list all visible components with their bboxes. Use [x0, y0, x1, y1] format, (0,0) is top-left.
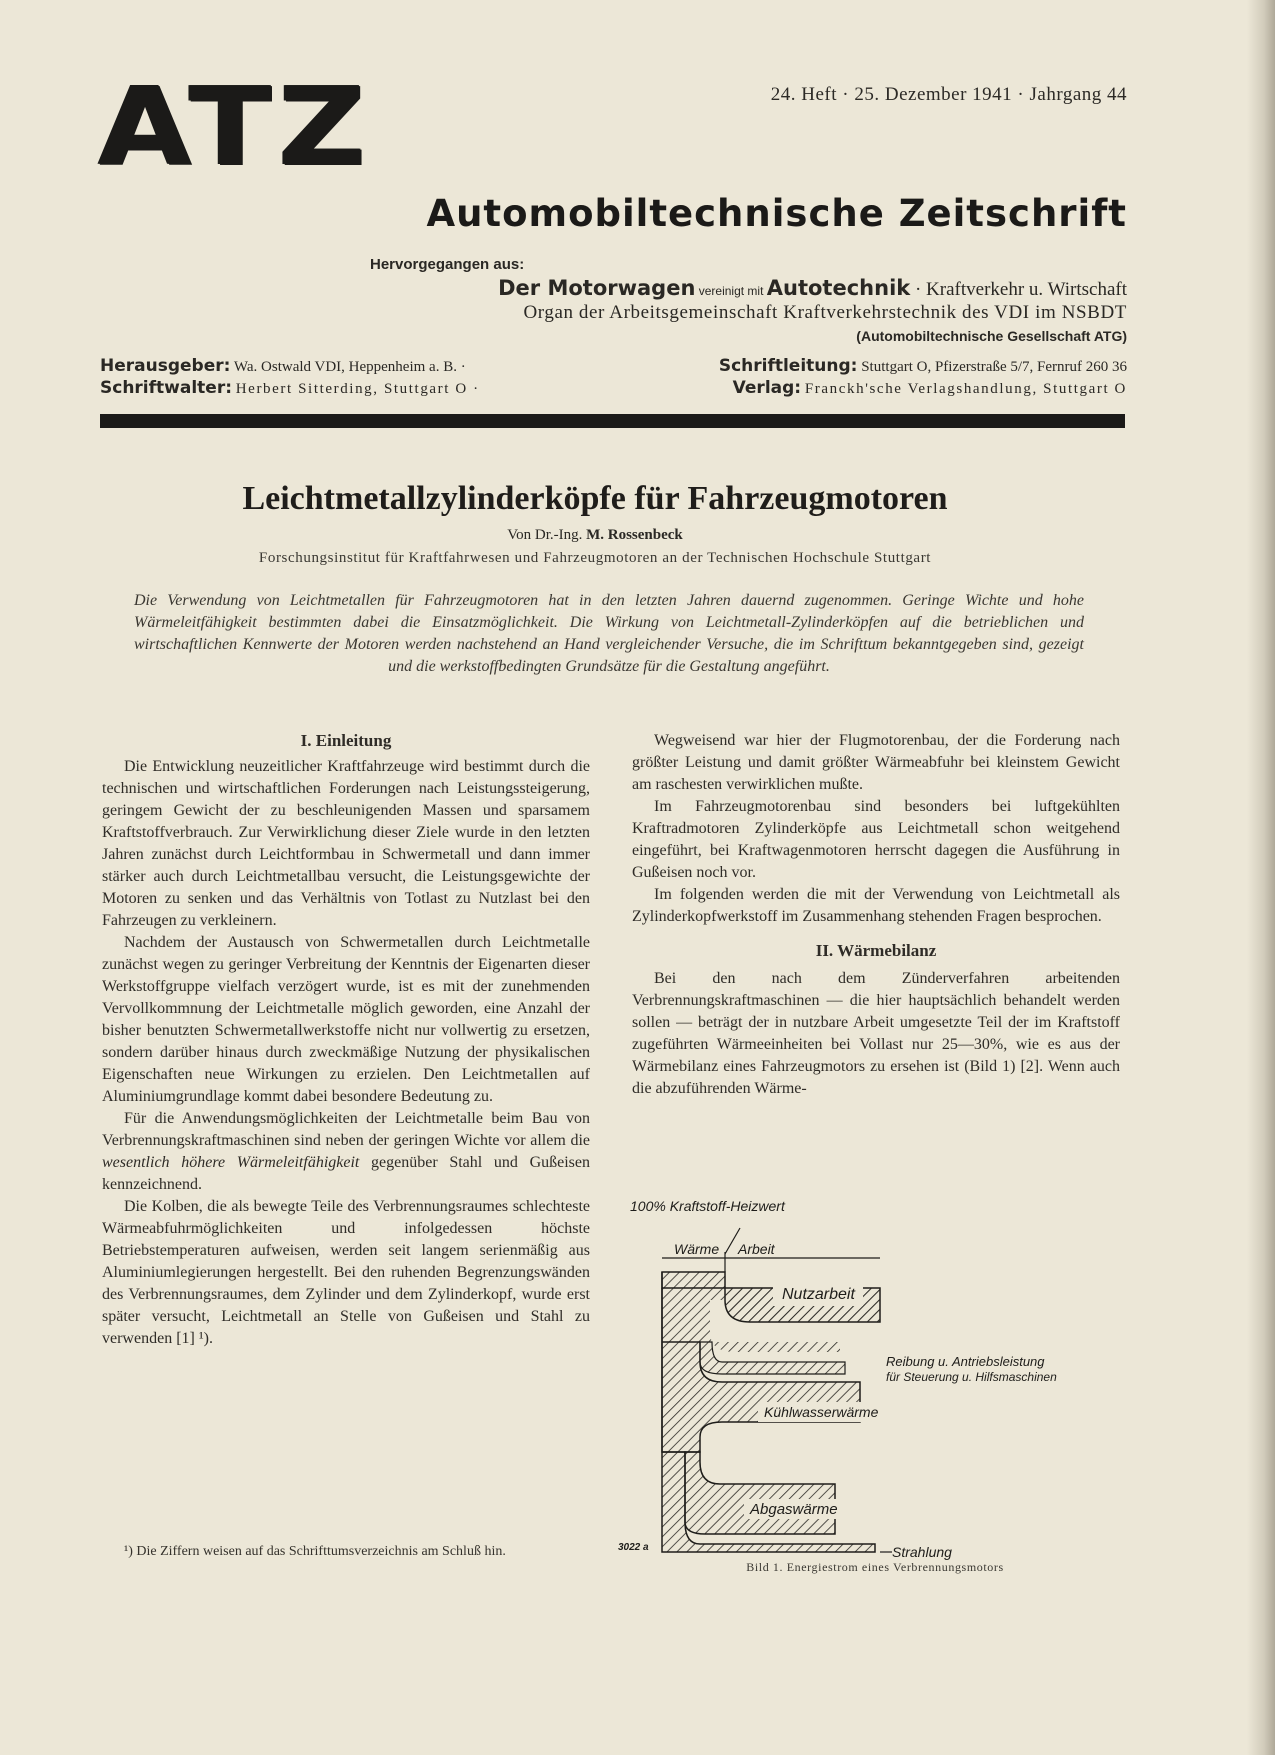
label-abgas: Abgaswärme [750, 1501, 838, 1518]
merger-line [498, 276, 1127, 301]
figure-caption: Bild 1. Energiestrom eines Verbrennungsmotors [746, 1560, 1004, 1574]
label-kuehlwasser: Kühlwasserwärme [764, 1404, 879, 1420]
merger-name-kraftverkehr: · Kraftverkehr u. Wirtschaft [910, 279, 1127, 300]
left-column [102, 730, 590, 1350]
society-line: (Automobiltechnische Gesellschaft ATG) [856, 328, 1127, 344]
editor-value: Herbert Sitterding, Stuttgart O · [235, 381, 480, 397]
publisher-value: Wa. Ostwald VDI, Heppenheim a. B. · [233, 359, 466, 375]
label-waerme: Wärme [674, 1241, 720, 1257]
label-strahlung: Strahlung [892, 1544, 952, 1560]
publisher-label: Herausgeber: [100, 356, 231, 376]
energy-flow-diagram [630, 1222, 1110, 1567]
stream-abgas [685, 1452, 835, 1534]
figure-mark: 3022 a [618, 1542, 649, 1553]
section-heading-waermebilanz: II. Wärmebilanz [815, 941, 937, 960]
right-column [632, 730, 1120, 1100]
paragraph-text: gegenüber Stahl und Gußeisen kennzeichnend. [102, 1154, 590, 1193]
paragraph: Die Entwicklung neuzeitlicher Kraftfahrzeuge wird bestimmt durch die technischen und wirtschaftlichen Forderungen nach Leistungssteigerung, geringem Gewicht der zu beschleunigenden Massen und sparsamem Kraftstoffverbrauch. Zur Verwirklichung dieser Ziele wurde in den letzten Jahren zunächst durch Leichtformbau in Schwermetall und dann immer stärker auch durch Leichtmetallbau versucht, die Leistungsgewichte der Motoren zu senken und das Verhältnis von Totlast zu Nutzlast bei den Fahrzeugen zu verkleinern. [102, 758, 590, 929]
footnote: ¹) Die Ziffern weisen auf das Schrifttumsverzeichnis am Schluß hin. [124, 1544, 506, 1559]
issue-line: 24. Heft · 25. Dezember 1941 · Jahrgang 44 [770, 84, 1127, 105]
paragraph-text: Für die Anwendungsmöglichkeiten der Leichtmetalle beim Bau von Verbrennungskraftmaschinen sind neben der geringen Wichte vor allem die [102, 1110, 590, 1149]
label-heizwert: 100% Kraftstoff-Heizwert [630, 1198, 785, 1214]
author-institute: Forschungsinstitut für Kraftfahrwesen und Fahrzeugmotoren an der Technischen Hochschule Stuttgart [258, 550, 932, 566]
press-value: Franckh'sche Verlagshandlung, Stuttgart O [804, 381, 1127, 397]
article-byline [0, 527, 1190, 544]
merger-name-motorwagen: Der Motorwagen [498, 276, 696, 300]
credits-row-1 [100, 356, 1127, 378]
press-label: Verlag: [732, 378, 802, 398]
atz-logo: ATZ [98, 65, 373, 190]
merger-joiner: vereinigt mit [695, 284, 767, 298]
credits-row-2 [100, 378, 1127, 400]
merger-name-autotechnik: Autotechnik [766, 276, 911, 300]
paragraph [102, 1108, 590, 1196]
editorial-value: Stuttgart O, Pfizerstraße 5/7, Fernruf 260 36 [861, 359, 1127, 375]
magazine-title: Automobiltechnische Zeitschrift [426, 192, 1127, 235]
editor-label: Schriftwalter: [100, 378, 232, 398]
label-arbeit: Arbeit [738, 1241, 775, 1257]
article-abstract: Die Verwendung von Leichtmetallen für Fahrzeugmotoren hat in den letzten Jahren dauernd zugenommen. Geringe Wichte und hohe Wärmeleitfähigkeit bestimmten dabei die Einsatzmöglichkeit. Die Wirkung von Leichtmetall-Zylinderköpfen auf die betrieblichen und wirtschaftlichen Kennwerte der Motoren werden nachstehend an Hand vergleichender Versuche, die im Schrifttum bekanntgegeben sind, gezeigt und die werkstoffbedingten Grundsätze für die Gestaltung angeführt. [134, 592, 1084, 675]
author-name: M. Rossenbeck [586, 527, 683, 543]
origin-label: Hervorgegangen aus: [370, 256, 525, 273]
editorial-label: Schriftleitung: [718, 356, 858, 376]
byline-prefix: Von Dr.-Ing. [507, 527, 587, 543]
energy-flow-figure [618, 1198, 1110, 1567]
paragraph: Wegweisend war hier der Flugmotorenbau, der die Forderung nach größter Leistung und damit größter Wärmeabfuhr bei kleinstem Gewicht am raschesten verwirklichen mußte. [632, 732, 1120, 793]
paragraph: Im folgenden werden die mit der Verwendung von Leichtmetall als Zylinderkopfwerkstoff im Zusammenhang stehenden Fragen besprochen. [632, 886, 1120, 925]
page-edge-shadow [1247, 0, 1275, 1755]
paragraph: Im Fahrzeugmotorenbau sind besonders bei luftgekühlten Kraftradmotoren Zylinderköpfe aus Leichtmetall schon weitgehend eingeführt, bei Kraftwagenmotoren herrscht dagegen die Ausführung in Gußeisen noch vor. [632, 798, 1120, 881]
organ-line: Organ der Arbeitsgemeinschaft Kraftverkehrstechnik des VDI im NSBDT [523, 302, 1127, 323]
label-reibung-1: Reibung u. Antriebsleistung [886, 1354, 1045, 1369]
masthead-rule [100, 414, 1125, 428]
emphasis-text: wesentlich höhere Wärmeleitfähigkeit [102, 1154, 360, 1171]
paragraph: Die Kolben, die als bewegte Teile des Verbrennungsraumes schlechteste Wärmeabfuhrmöglichkeiten und infolgedessen höchste Betriebstemperaturen aufweisen, werden seit langem serienmäßig aus Aluminiumlegierungen hergestellt. Bei den ruhenden Begrenzungswänden des Verbrennungsraumes, dem Zylinder und dem Zylinderkopf, wurde erst später versucht, Leichtmetall an Stelle von Gußeisen und Stahl zu verwenden [1] ¹). [102, 1198, 590, 1347]
label-reibung-2: für Steuerung u. Hilfsmaschinen [886, 1370, 1057, 1384]
section-heading-einleitung: I. Einleitung [300, 731, 392, 750]
paragraph: Bei den nach dem Zünderverfahren arbeitenden Verbrennungskraftmaschinen — die hier hauptsächlich behandelt werden sollen — beträgt der in nutzbare Arbeit umgesetzte Teil der im Kraftstoff zugeführten Wärmeeinheiten bei Vollast nur 25—30%, wie es aus der Wärmebilanz eines Fahrzeugmotors zu ersehen ist (Bild 1) [2]. Wenn auch die abzuführenden Wärme- [632, 970, 1120, 1097]
label-nutzarbeit: Nutzarbeit [782, 1286, 855, 1303]
paragraph: Nachdem der Austausch von Schwermetallen durch Leichtmetalle zunächst wegen zu geringer Verbreitung der Kenntnis der Eigenarten dieser Werkstoffgruppe vielfach verzögert wurde, ist es mit der zunehmenden Vervollkommnung der Leichtmetalle möglich geworden, eine Anzahl der bisher benutzten Schwermetallwerkstoffe nicht nur vollwertig zu ersetzen, sondern darüber hinaus durch zweckmäßige Nutzung der physikalischen Eigenschaften neue Wirkungen zu erzielen. Den Leichtmetallen auf Aluminiumgrundlage kommt dabei besondere Bedeutung zu. [102, 934, 590, 1105]
masthead-credits [100, 356, 1127, 400]
article-title: Leichtmetallzylinderköpfe für Fahrzeugmotoren [242, 480, 948, 517]
